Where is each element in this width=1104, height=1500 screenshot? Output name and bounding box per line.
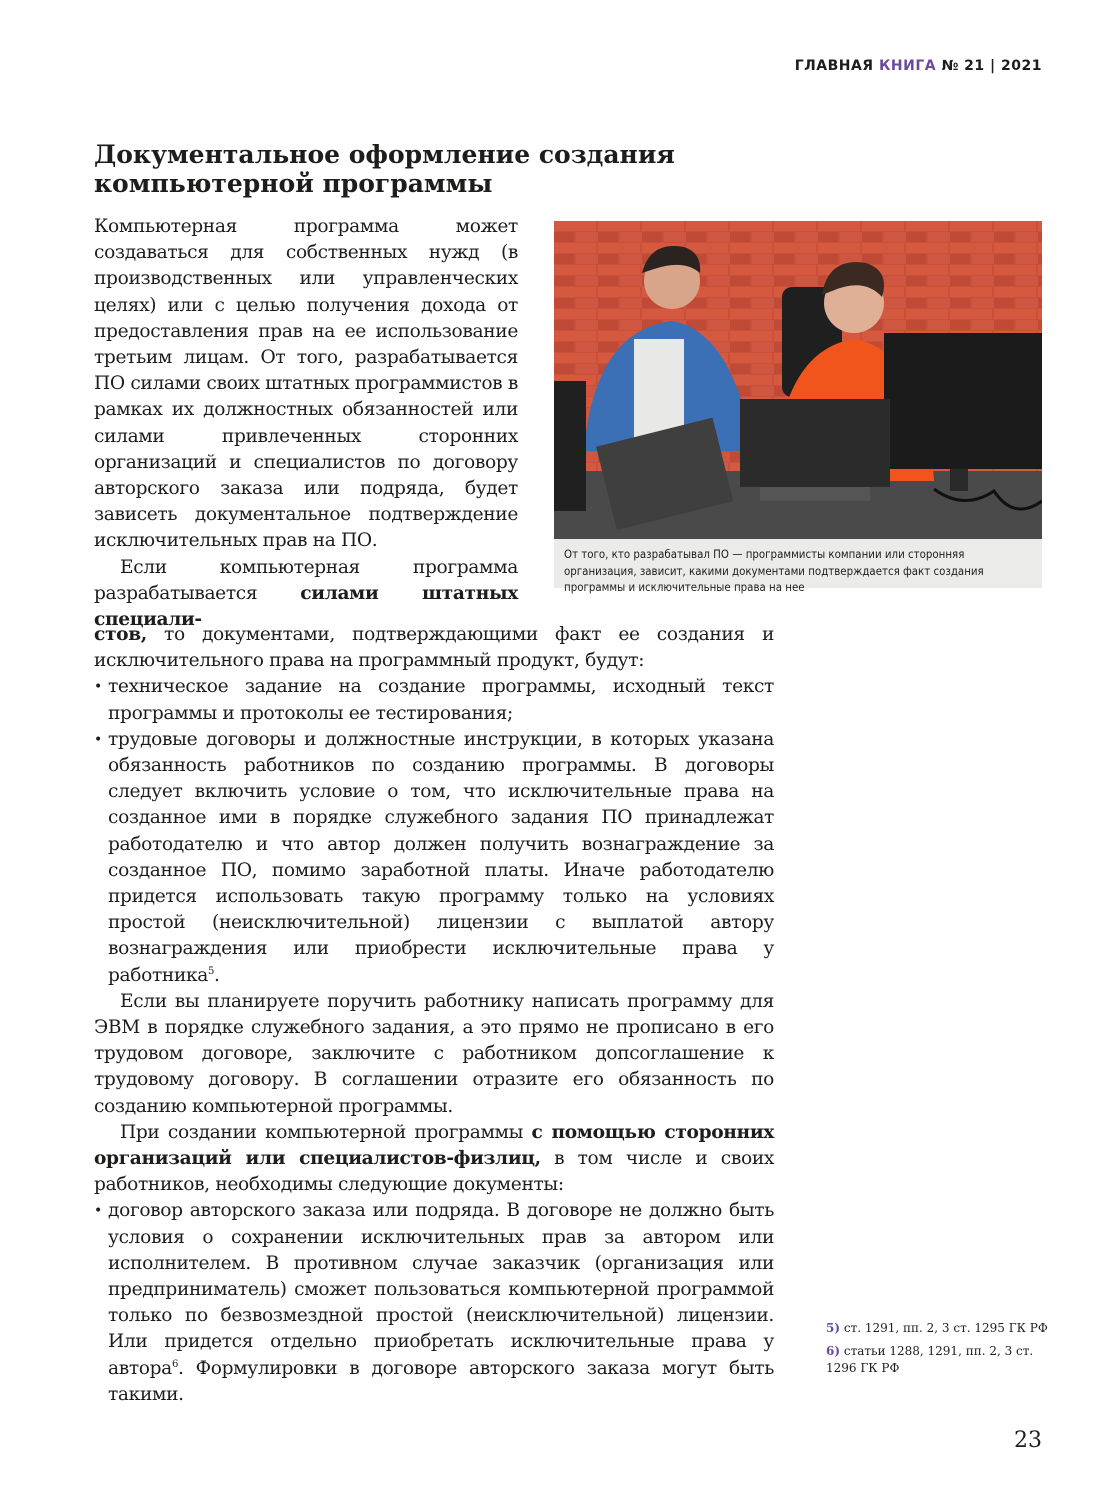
- paragraph-staff-continued: [94, 622, 774, 674]
- footnote-5: [826, 1320, 1052, 1337]
- page-number: 23: [1014, 1428, 1042, 1453]
- photo-caption: От того, кто разрабатывал ПО — программисты компании или сторонняя организация, зависит, какими документами подтверждается факт создания программы и исключительные права на нее: [564, 547, 984, 594]
- footnote-6: [826, 1343, 1052, 1377]
- footnote-text: статьи 1288, 1291, пп. 2, 3 ст. 1296 ГК РФ: [826, 1344, 1034, 1375]
- footnote-number: 5): [826, 1321, 841, 1335]
- monitor-center-base: [760, 487, 870, 501]
- main-text-column: [94, 622, 774, 1408]
- list-item-end: . Формулировки в договоре авторского заказа могут быть такими.: [108, 1357, 774, 1405]
- bullet-icon: •: [94, 679, 102, 696]
- bullet-icon: •: [94, 1203, 102, 1220]
- list-item-text: трудовые договоры и должностные инструкции, в которых указана обязанность работников по созданию программы. В договоры следует включить условие о том, что исключительные права на созданное ими в порядке служебного задания ПО принадлежат работодателю и что автор должен получить вознаграждение за созданное ПО, помимо заработной платы. Иначе работодателю придется использовать такую программу только на условиях простой (неисключительной) лицензии с выплатой автору вознаграждения или приобрести исключительные права у работника: [108, 728, 774, 986]
- paragraph-staff-bold: силами штатных специали-: [94, 582, 518, 631]
- paragraph-intro: Компьютерная программа может создаваться для собственных нужд (в производственных или управленческих целях) или с целью получения дохода от предоставления прав на ее использование третьим лицам. От того, разрабатывается ПО силами своих штатных программистов в рамках их должностных обязанностей или силами привлеченных сторонних организаций и специалистов по договору авторского заказа или подряда, будет зависеть документальное подтверждение исключительных прав на ПО.: [94, 216, 518, 552]
- paragraph-third-party-bold: с помощью сторонних организаций или специалистов-физлиц,: [94, 1121, 774, 1170]
- paragraph-third-party-lead: При создании компьютерной программы: [120, 1121, 532, 1143]
- monitor-right: [884, 333, 1042, 469]
- page-header: [795, 58, 1042, 74]
- monitor-center: [740, 399, 890, 487]
- paragraph-third-party-tail: в том числе и своих работников, необходимы следующие документы:: [94, 1148, 775, 1196]
- monitor-left-edge: [554, 381, 586, 511]
- paragraph-additional-agreement: Если вы планируете поручить работнику написать программу для ЭВМ в порядке служебного задания, а это прямо не прописано в его трудовом договоре, заключите с работником допсоглашение к трудовому договору. В соглашении отразите его обязанность по созданию компьютерной программы.: [94, 990, 774, 1117]
- list-item-text: договор авторского заказа или подряда. В договоре не должно быть условия о сохранении исключительных прав за автором или исполнителем. В противном случае заказчик (организация или предприниматель) сможет пользоваться компьютерной программой только по безвозмездной простой (неисключительной) лицензии. Или придется отдельно приобретать исключительные права у автора: [108, 1200, 774, 1379]
- footnote-number: 6): [826, 1344, 841, 1358]
- list-item: [94, 1198, 774, 1408]
- footnote-ref-6[interactable]: 6: [171, 1358, 178, 1370]
- paragraph-staff-tail: то документами, подтверждающими факт ее создания и исключительного права на программный продукт, будут:: [94, 624, 774, 672]
- person-left-shirt: [634, 339, 684, 439]
- list-item: [94, 727, 774, 989]
- brand-accent: КНИГА: [878, 58, 937, 74]
- issue-number: № 21 | 2021: [941, 58, 1042, 74]
- footnote-text: ст. 1291, пп. 2, 3 ст. 1295 ГК РФ: [843, 1321, 1048, 1335]
- brand-main: ГЛАВНАЯ: [794, 58, 874, 74]
- photo-programmers: [554, 221, 1042, 539]
- footnotes: [826, 1320, 1052, 1383]
- bullet-icon: •: [94, 731, 102, 748]
- footnote-ref-5[interactable]: 5: [208, 965, 215, 977]
- list-item-text: техническое задание на создание программы, исходный текст программы и протоколы ее тестирования;: [108, 676, 774, 724]
- monitor-right-stand: [950, 469, 968, 491]
- title-line-2: компьютерной программы: [94, 169, 493, 198]
- title-line-1: Документальное оформление создания: [94, 140, 675, 169]
- paragraph-staff-lead: Если компьютерная программа разрабатывается: [94, 556, 518, 604]
- list-item-end: .: [214, 964, 220, 986]
- list-item: [94, 674, 774, 726]
- intro-text-column: [94, 214, 518, 633]
- paragraph-third-party: [94, 1120, 774, 1199]
- article-title: [94, 140, 714, 198]
- paragraph-staff-bold-cont: стов,: [94, 624, 147, 645]
- photo-figure: [554, 221, 1042, 594]
